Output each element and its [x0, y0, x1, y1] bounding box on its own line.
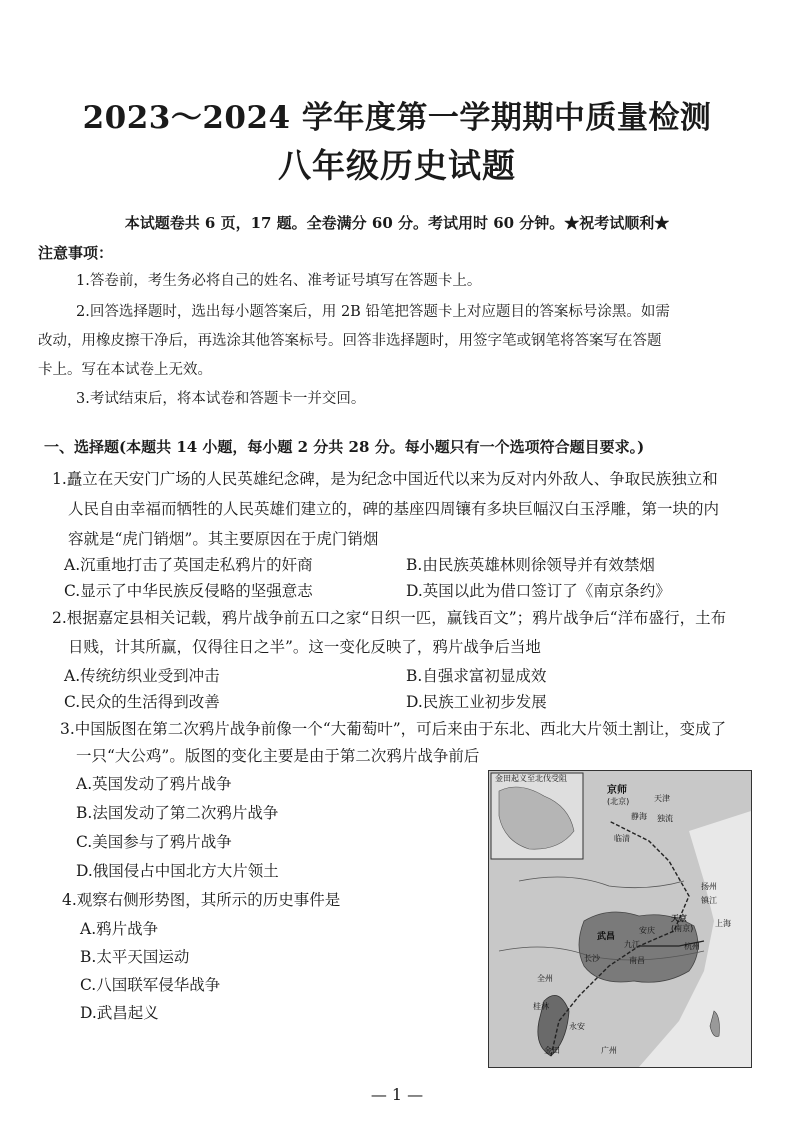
q1-option-d: D.英国以此为借口签订了《南京条约》 — [406, 582, 671, 600]
map-label-jiujiang: 九江 — [624, 940, 640, 949]
map-label-guilin: 桂林 — [533, 1002, 549, 1011]
notice-item-2-line2: 改动，用橡皮擦干净后，再选涂其他答案标号。回答非选择题时，用签字笔或钢笔将答案写在答题 — [38, 333, 662, 349]
map-label-tianjin: 天津 — [654, 794, 670, 803]
q3-option-d: D.俄国侵占中国北方大片领土 — [76, 862, 279, 880]
map-label-hangzhou: 杭州 — [684, 942, 700, 951]
map-graphic — [489, 771, 751, 1067]
exam-title: 2023～2024 学年度第一学期期中质量检测 — [82, 100, 712, 136]
q3-stem-line2: 一只“大公鸡”。版图的变化主要是由于第二次鸦片战争前后 — [76, 747, 480, 765]
map-label-jintian: 金田 — [544, 1046, 560, 1055]
q1-stem-line1: 1.矗立在天安门广场的人民英雄纪念碑，是为纪念中国近代以来为反对内外敌人、争取民族独立和 — [52, 470, 718, 488]
map-label-linqing: 临清 — [614, 834, 630, 843]
map-label-shanghai: 上海 — [715, 919, 731, 928]
q2-option-d: D.民族工业初步发展 — [406, 693, 547, 711]
q1-stem-line2: 人民自由幸福而牺牲的人民英雄们建立的，碑的基座四周镶有多块巨幅汉白玉浮雕，第一块的内 — [68, 500, 720, 518]
map-label-quanzhou: 全州 — [537, 974, 553, 983]
notice-heading: 注意事项： — [38, 244, 114, 262]
q4-option-b: B.太平天国运动 — [80, 948, 190, 966]
notice-item-3: 3.考试结束后，将本试卷和答题卡一并交回。 — [76, 391, 366, 407]
q3-option-b: B.法国发动了第二次鸦片战争 — [76, 804, 279, 822]
q3-stem-line1: 3.中国版图在第二次鸦片战争前像一个“大葡萄叶”，可后来由于东北、西北大片领土割让，变成了 — [60, 720, 727, 738]
map-label-nanjing: (南京) — [671, 924, 694, 933]
page-number: — 1 — — [370, 1085, 424, 1104]
situation-map — [488, 770, 752, 1068]
q3-option-a: A.英国发动了鸦片战争 — [76, 775, 232, 793]
q1-option-b: B.由民族英雄林则徐领导并有效禁烟 — [406, 556, 655, 574]
q2-option-b: B.自强求富初显成效 — [406, 667, 547, 685]
q2-stem-line1: 2.根据嘉定县相关记载，鸦片战争前五口之家“日织一匹，赢钱百文”；鸦片战争后“洋布盛行，土布 — [52, 609, 727, 627]
q3-option-c: C.美国参与了鸦片战争 — [76, 833, 232, 851]
map-label-yongan: 永安 — [569, 1022, 585, 1031]
map-label-yangzhou: 扬州 — [701, 882, 717, 891]
section-heading: 一、选择题(本题共 14 小题，每小题 2 分共 28 分。每小题只有一个选项符合题目要求。) — [44, 438, 645, 456]
q1-stem-line3: 容就是“虎门销烟”。其主要原因在于虎门销烟 — [68, 530, 379, 548]
q4-option-c: C.八国联军侵华战争 — [80, 976, 221, 994]
q4-stem: 4.观察右侧形势图，其所示的历史事件是 — [62, 891, 341, 909]
map-label-beijing: 京师 — [607, 785, 627, 796]
notice-item-1: 1.答卷前，考生务必将自己的姓名、准考证号填写在答题卡上。 — [76, 273, 482, 289]
exam-intro: 本试题卷共 6 页，17 题。全卷满分 60 分。考试用时 60 分钟。★祝考试顺利★ — [124, 214, 670, 232]
map-label-jinghai: 静海 — [631, 812, 647, 821]
q2-option-c: C.民众的生活得到改善 — [64, 693, 220, 711]
map-label-anqing: 安庆 — [639, 926, 655, 935]
map-label-duliu: 独流 — [657, 814, 673, 823]
map-label-changsha: 长沙 — [584, 954, 600, 963]
notice-item-2-line3: 卡上。写在本试卷上无效。 — [38, 362, 212, 378]
map-label-beijing-sub: (北京) — [607, 797, 630, 806]
map-label-guangzhou: 广州 — [601, 1046, 617, 1055]
q4-option-a: A.鸦片战争 — [80, 920, 159, 938]
q1-option-a: A.沉重地打击了英国走私鸦片的奸商 — [64, 556, 313, 574]
map-inset-title: 金田起义至北伐受阻 — [495, 774, 567, 783]
map-label-wuchang: 武昌 — [597, 932, 616, 942]
q2-stem-line2: 日贱，计其所赢，仅得往日之半”。这一变化反映了，鸦片战争后当地 — [68, 638, 541, 656]
map-label-tianjing: 天京 — [671, 914, 687, 923]
map-label-zhenjiang: 镇江 — [701, 896, 717, 905]
q4-option-d: D.武昌起义 — [80, 1004, 159, 1022]
notice-item-2-line1: 2.回答选择题时，选出每小题答案后，用 2B 铅笔把答题卡上对应题目的答案标号涂黑。如需 — [76, 304, 670, 320]
map-label-nanchang: 南昌 — [629, 956, 645, 965]
q1-option-c: C.显示了中华民族反侵略的坚强意志 — [64, 582, 313, 600]
exam-subtitle: 八年级历史试题 — [278, 146, 516, 185]
q2-option-a: A.传统纺织业受到冲击 — [64, 667, 220, 685]
